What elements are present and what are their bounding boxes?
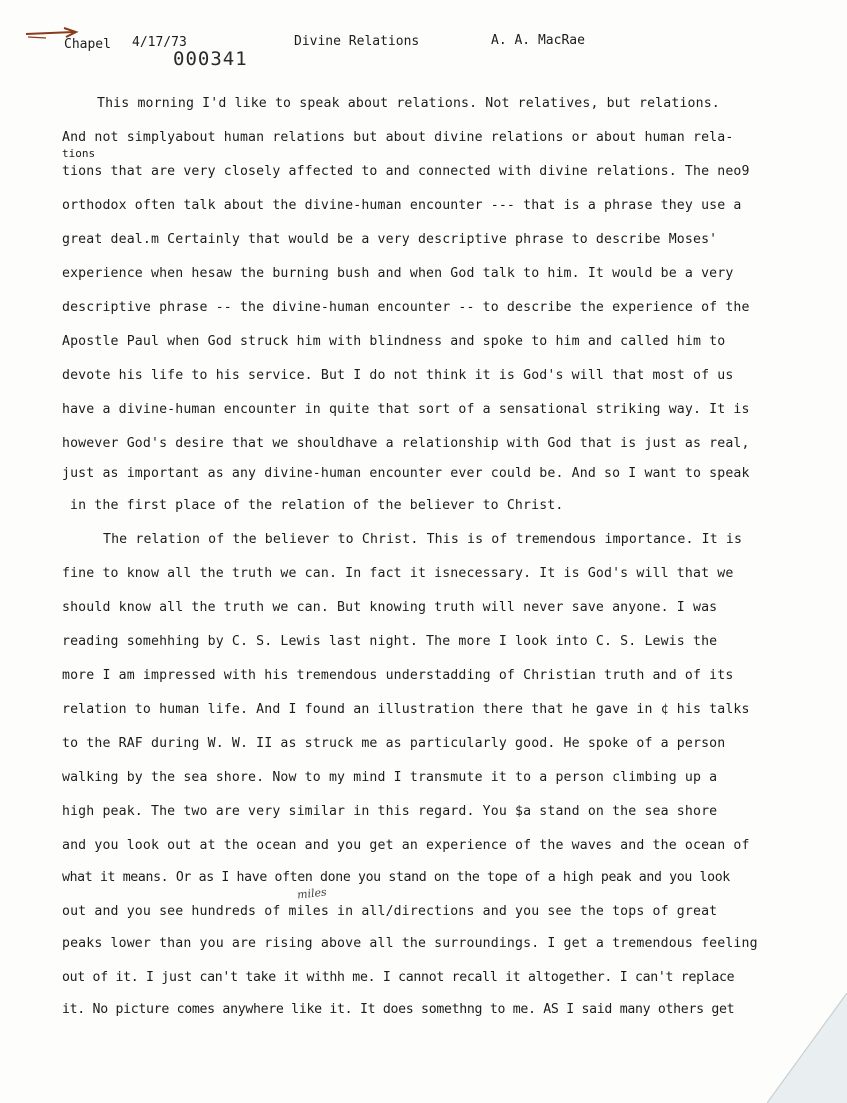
text-line: descriptive phrase -- the divine-human encounter -- to describe the experience of the (62, 300, 750, 315)
header-author: A. A. MacRae (491, 33, 585, 48)
text-line: high peak. The two are very similar in this regard. You $a stand on the sea shore (62, 804, 718, 819)
text-line: This morning I'd like to speak about relations. Not relatives, but relations. (97, 96, 720, 111)
header-title: Divine Relations (294, 34, 420, 49)
text-line: And not simplyabout human relations but about divine relations or about human rela- (62, 130, 734, 145)
text-line: relation to human life. And I found an illustration there that he gave in ¢ his talks (62, 702, 750, 717)
text-line: in the first place of the relation of the believer to Christ. (70, 498, 564, 513)
text-line: tions that are very closely affected to and connected with divine relations. The neo9 (62, 164, 750, 179)
text-line: out of it. I just can't take it withh me. I cannot recall it altogether. I can't replace (62, 970, 735, 985)
text-line: more I am impressed with his tremendous understadding of Christian truth and of its (62, 668, 734, 683)
text-line: walking by the sea shore. Now to my mind I transmute it to a person climbing up a (62, 770, 718, 785)
header-date: 4/17/73 (132, 35, 187, 50)
text-line: should know all the truth we can. But knowing truth will never save anyone. I was (62, 600, 718, 615)
document-number-stamp: 000341 (173, 48, 248, 70)
text-line: devote his life to his service. But I do not think it is God's will that most of us (62, 368, 734, 383)
handwritten-margin-note: miles (296, 885, 328, 902)
text-line: peaks lower than you are rising above all the surroundings. I get a tremendous feeling (62, 936, 758, 951)
text-line: it. No picture comes anywhere like it. It does somethng to me. AS I said many others get (62, 1002, 735, 1017)
text-line: fine to know all the truth we can. In fact it isnecessary. It is God's will that we (62, 566, 734, 581)
text-line: The relation of the believer to Christ. This is of tremendous importance. It is (103, 532, 743, 547)
text-line: Apostle Paul when God struck him with blindness and spoke to him and called him to (62, 334, 726, 349)
folded-corner (767, 993, 847, 1103)
text-line: out and you see hundreds of miles in all/directions and you see the tops of great (62, 904, 718, 919)
header-chapel: Chapel (64, 37, 111, 52)
text-line: great deal.m Certainly that would be a very descriptive phrase to describe Moses' (62, 232, 718, 247)
text-line: however God's desire that we shouldhave a relationship with God that is just as real, (62, 436, 750, 451)
text-line: experience when hesaw the burning bush and when God talk to him. It would be a very (62, 266, 734, 281)
text-line: orthodox often talk about the divine-human encounter --- that is a phrase they use a (62, 198, 742, 213)
text-line: have a divine-human encounter in quite that sort of a sensational striking way. It is (62, 402, 750, 417)
text-line: reading somehhing by C. S. Lewis last night. The more I look into C. S. Lewis the (62, 634, 718, 649)
text-line: to the RAF during W. W. II as struck me as particularly good. He spoke of a person (62, 736, 726, 751)
text-line: what it means. Or as I have often done you stand on the tope of a high peak and you look (62, 870, 730, 885)
interline-insert: tions (62, 147, 96, 160)
text-line: and you look out at the ocean and you get an experience of the waves and the ocean of (62, 838, 750, 853)
text-line: just as important as any divine-human encounter ever could be. And so I want to speak (62, 466, 750, 481)
